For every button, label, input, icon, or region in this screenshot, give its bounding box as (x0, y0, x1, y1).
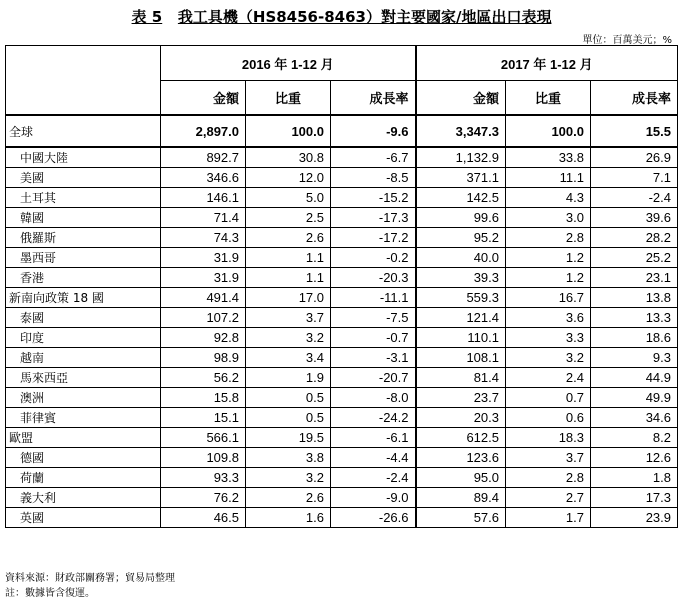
row-label: 俄羅斯 (6, 228, 161, 248)
table-title (0, 6, 683, 27)
cell-growth-2016: -11.1 (331, 288, 416, 308)
cell-share-2017: 0.6 (506, 408, 591, 428)
cell-amount-2017: 559.3 (416, 288, 506, 308)
cell-share-2017: 3.3 (506, 328, 591, 348)
row-label: 歐盟 (6, 428, 161, 448)
table-row (6, 468, 678, 488)
cell-amount-2016: 2,897.0 (161, 115, 246, 147)
cell-share-2016: 1.1 (246, 248, 331, 268)
cell-share-2016: 12.0 (246, 168, 331, 188)
cell-share-2017: 3.6 (506, 308, 591, 328)
row-label: 全球 (6, 115, 161, 147)
cell-amount-2016: 31.9 (161, 268, 246, 288)
cell-growth-2017: 1.8 (591, 468, 678, 488)
row-label: 越南 (6, 348, 161, 368)
cell-growth-2016: -0.7 (331, 328, 416, 348)
cell-amount-2017: 110.1 (416, 328, 506, 348)
table-row (6, 408, 678, 428)
cell-amount-2017: 3,347.3 (416, 115, 506, 147)
cell-amount-2016: 107.2 (161, 308, 246, 328)
cell-amount-2016: 15.1 (161, 408, 246, 428)
cell-growth-2016: -3.1 (331, 348, 416, 368)
cell-share-2016: 2.5 (246, 208, 331, 228)
cell-growth-2016: -20.3 (331, 268, 416, 288)
cell-share-2016: 0.5 (246, 408, 331, 428)
cell-amount-2017: 371.1 (416, 168, 506, 188)
table-row (6, 488, 678, 508)
header-row-years (6, 46, 678, 81)
row-label: 香港 (6, 268, 161, 288)
table-row (6, 168, 678, 188)
cell-amount-2016: 109.8 (161, 448, 246, 468)
cell-share-2016: 2.6 (246, 488, 331, 508)
cell-growth-2017: 23.9 (591, 508, 678, 528)
row-label: 土耳其 (6, 188, 161, 208)
cell-growth-2017: 13.8 (591, 288, 678, 308)
header-row-columns (6, 81, 678, 116)
cell-amount-2017: 95.2 (416, 228, 506, 248)
cell-growth-2017: 15.5 (591, 115, 678, 147)
cell-growth-2017: 9.3 (591, 348, 678, 368)
cell-growth-2017: 23.1 (591, 268, 678, 288)
cell-amount-2016: 892.7 (161, 147, 246, 168)
table-row (6, 428, 678, 448)
header-year-2017: 2017 年 1-12 月 (416, 46, 678, 81)
cell-growth-2017: 26.9 (591, 147, 678, 168)
cell-amount-2017: 40.0 (416, 248, 506, 268)
cell-amount-2017: 612.5 (416, 428, 506, 448)
cell-share-2016: 3.2 (246, 468, 331, 488)
cell-share-2017: 2.8 (506, 468, 591, 488)
cell-growth-2016: -9.6 (331, 115, 416, 147)
cell-growth-2017: 39.6 (591, 208, 678, 228)
cell-share-2016: 17.0 (246, 288, 331, 308)
row-label: 英國 (6, 508, 161, 528)
cell-share-2016: 0.5 (246, 388, 331, 408)
cell-growth-2016: -8.0 (331, 388, 416, 408)
cell-share-2016: 100.0 (246, 115, 331, 147)
cell-share-2017: 1.2 (506, 268, 591, 288)
cell-share-2016: 3.2 (246, 328, 331, 348)
cell-amount-2017: 39.3 (416, 268, 506, 288)
header-share-2017: 比重 (506, 81, 591, 116)
row-label: 新南向政策 18 國 (6, 288, 161, 308)
footnotes (5, 571, 175, 601)
table-row (6, 115, 678, 147)
cell-amount-2017: 89.4 (416, 488, 506, 508)
row-label: 泰國 (6, 308, 161, 328)
table-row (6, 268, 678, 288)
row-label: 澳洲 (6, 388, 161, 408)
cell-amount-2017: 108.1 (416, 348, 506, 368)
cell-share-2016: 1.6 (246, 508, 331, 528)
table-row (6, 208, 678, 228)
cell-growth-2016: -9.0 (331, 488, 416, 508)
table-row (6, 348, 678, 368)
header-amount-2016: 金額 (161, 81, 246, 116)
cell-growth-2017: 8.2 (591, 428, 678, 448)
table-row (6, 228, 678, 248)
cell-amount-2016: 566.1 (161, 428, 246, 448)
cell-amount-2016: 46.5 (161, 508, 246, 528)
row-label: 菲律賓 (6, 408, 161, 428)
unit-label: 單位：百萬美元；% (582, 35, 672, 46)
cell-share-2017: 3.0 (506, 208, 591, 228)
cell-amount-2016: 74.3 (161, 228, 246, 248)
table-title-text: 我工具機（HS8456-8463）對主要國家/地區出口表現 (177, 8, 552, 26)
cell-share-2017: 11.1 (506, 168, 591, 188)
cell-amount-2016: 491.4 (161, 288, 246, 308)
cell-growth-2017: 18.6 (591, 328, 678, 348)
header-amount-2017: 金額 (416, 81, 506, 116)
cell-share-2017: 1.2 (506, 248, 591, 268)
cell-amount-2016: 98.9 (161, 348, 246, 368)
cell-share-2017: 100.0 (506, 115, 591, 147)
cell-growth-2016: -26.6 (331, 508, 416, 528)
cell-growth-2016: -8.5 (331, 168, 416, 188)
cell-growth-2017: 49.9 (591, 388, 678, 408)
table-row (6, 288, 678, 308)
table-row (6, 188, 678, 208)
cell-amount-2016: 93.3 (161, 468, 246, 488)
cell-growth-2016: -20.7 (331, 368, 416, 388)
cell-share-2017: 1.7 (506, 508, 591, 528)
cell-share-2016: 2.6 (246, 228, 331, 248)
cell-amount-2017: 23.7 (416, 388, 506, 408)
cell-share-2016: 30.8 (246, 147, 331, 168)
cell-share-2017: 0.7 (506, 388, 591, 408)
row-label: 印度 (6, 328, 161, 348)
cell-growth-2016: -6.7 (331, 147, 416, 168)
cell-amount-2016: 31.9 (161, 248, 246, 268)
header-growth-2017: 成長率 (591, 81, 678, 116)
cell-growth-2016: -2.4 (331, 468, 416, 488)
header-corner-lower (6, 81, 161, 116)
cell-growth-2016: -17.3 (331, 208, 416, 228)
cell-share-2016: 3.7 (246, 308, 331, 328)
cell-growth-2017: 44.9 (591, 368, 678, 388)
cell-growth-2016: -17.2 (331, 228, 416, 248)
cell-amount-2017: 99.6 (416, 208, 506, 228)
cell-growth-2016: -24.2 (331, 408, 416, 428)
remark-note: 註：數據皆含復運。 (5, 588, 95, 599)
cell-amount-2016: 346.6 (161, 168, 246, 188)
row-label: 德國 (6, 448, 161, 468)
cell-amount-2016: 92.8 (161, 328, 246, 348)
row-label: 馬來西亞 (6, 368, 161, 388)
cell-amount-2017: 57.6 (416, 508, 506, 528)
cell-growth-2017: 17.3 (591, 488, 678, 508)
cell-amount-2016: 56.2 (161, 368, 246, 388)
table-number: 表 5 (131, 8, 163, 26)
cell-share-2017: 3.7 (506, 448, 591, 468)
cell-share-2017: 3.2 (506, 348, 591, 368)
cell-growth-2017: 7.1 (591, 168, 678, 188)
header-share-2016: 比重 (246, 81, 331, 116)
row-label: 韓國 (6, 208, 161, 228)
export-table (5, 45, 678, 528)
cell-share-2017: 33.8 (506, 147, 591, 168)
cell-share-2017: 2.7 (506, 488, 591, 508)
cell-share-2016: 1.1 (246, 268, 331, 288)
table-row (6, 388, 678, 408)
row-label: 美國 (6, 168, 161, 188)
cell-growth-2016: -7.5 (331, 308, 416, 328)
row-label: 荷蘭 (6, 468, 161, 488)
cell-amount-2016: 15.8 (161, 388, 246, 408)
cell-amount-2016: 146.1 (161, 188, 246, 208)
table-row (6, 368, 678, 388)
row-label: 義大利 (6, 488, 161, 508)
cell-growth-2017: 34.6 (591, 408, 678, 428)
cell-share-2017: 18.3 (506, 428, 591, 448)
cell-growth-2016: -0.2 (331, 248, 416, 268)
cell-amount-2017: 95.0 (416, 468, 506, 488)
header-corner (6, 46, 161, 81)
cell-share-2016: 5.0 (246, 188, 331, 208)
cell-share-2017: 4.3 (506, 188, 591, 208)
cell-amount-2017: 1,132.9 (416, 147, 506, 168)
table-row (6, 448, 678, 468)
cell-growth-2017: 12.6 (591, 448, 678, 468)
header-year-2016: 2016 年 1-12 月 (161, 46, 416, 81)
cell-amount-2017: 81.4 (416, 368, 506, 388)
cell-share-2017: 2.8 (506, 228, 591, 248)
row-label: 墨西哥 (6, 248, 161, 268)
cell-share-2016: 3.8 (246, 448, 331, 468)
cell-amount-2017: 142.5 (416, 188, 506, 208)
cell-growth-2016: -4.4 (331, 448, 416, 468)
table-row (6, 308, 678, 328)
cell-growth-2016: -6.1 (331, 428, 416, 448)
source-note: 資料來源：財政部關務署；貿易局整理 (5, 573, 175, 584)
table-row (6, 248, 678, 268)
cell-amount-2017: 121.4 (416, 308, 506, 328)
table-row (6, 328, 678, 348)
cell-amount-2016: 76.2 (161, 488, 246, 508)
cell-growth-2017: 25.2 (591, 248, 678, 268)
cell-share-2017: 16.7 (506, 288, 591, 308)
cell-share-2016: 3.4 (246, 348, 331, 368)
cell-share-2016: 1.9 (246, 368, 331, 388)
cell-growth-2017: -2.4 (591, 188, 678, 208)
cell-share-2017: 2.4 (506, 368, 591, 388)
cell-growth-2016: -15.2 (331, 188, 416, 208)
row-label: 中國大陸 (6, 147, 161, 168)
cell-growth-2017: 13.3 (591, 308, 678, 328)
header-growth-2016: 成長率 (331, 81, 416, 116)
table-row (6, 147, 678, 168)
table-row (6, 508, 678, 528)
cell-amount-2016: 71.4 (161, 208, 246, 228)
cell-amount-2017: 123.6 (416, 448, 506, 468)
cell-share-2016: 19.5 (246, 428, 331, 448)
cell-growth-2017: 28.2 (591, 228, 678, 248)
cell-amount-2017: 20.3 (416, 408, 506, 428)
